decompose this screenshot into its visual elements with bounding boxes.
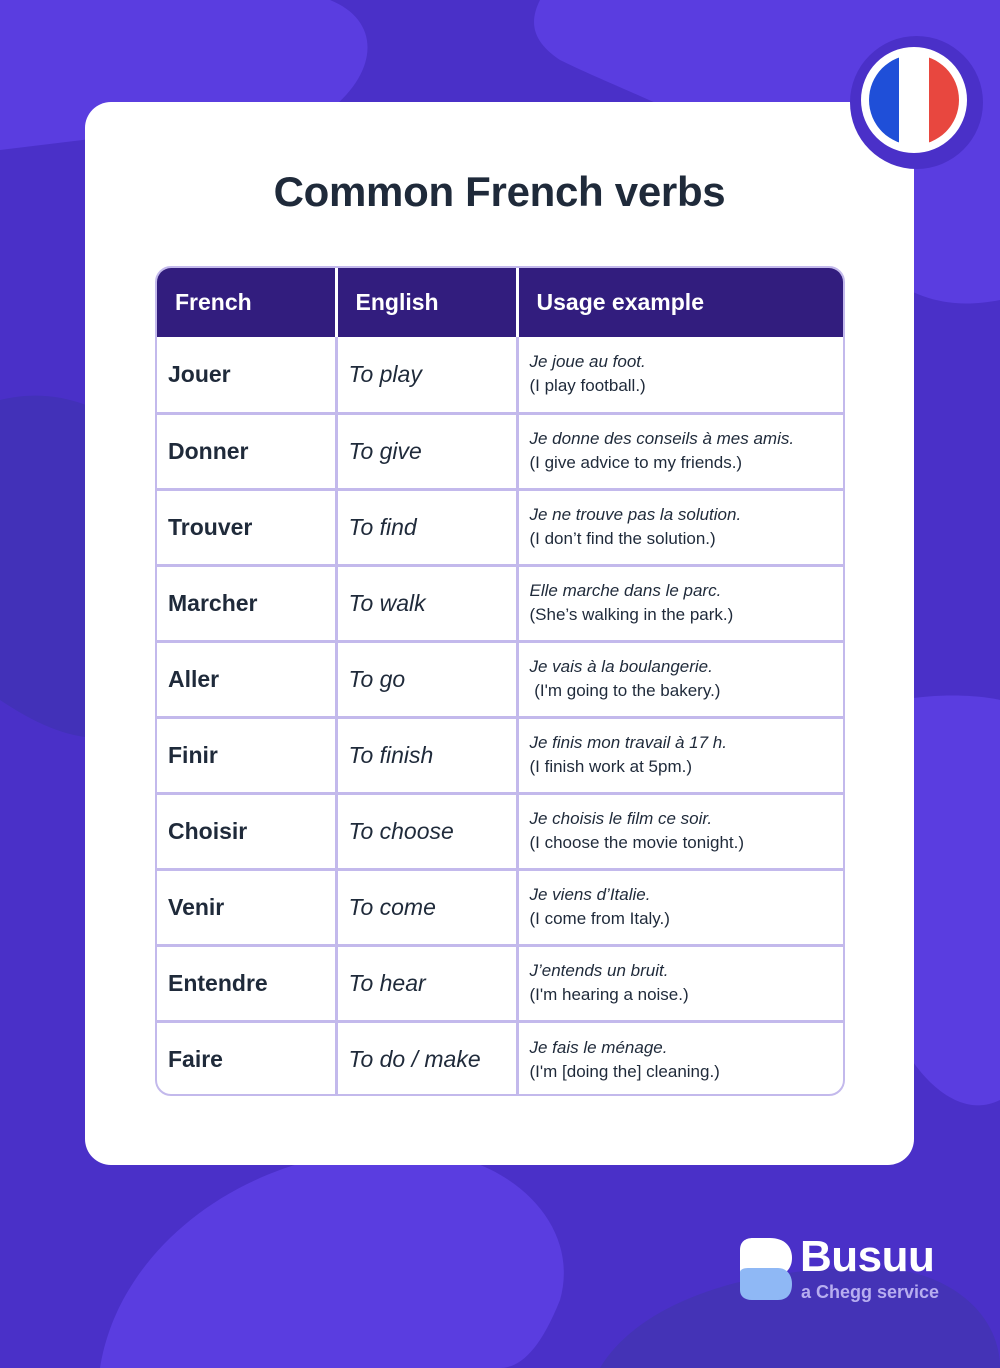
table-row — [157, 337, 843, 413]
brand-name: Busuu — [800, 1232, 935, 1281]
table-row — [157, 413, 843, 489]
example-french: Je viens d’Italie. — [529, 885, 651, 904]
english-translation: To finish — [336, 717, 517, 793]
example-english: (I come from Italy.) — [529, 909, 670, 928]
example-english: (I finish work at 5pm.) — [529, 757, 692, 776]
example-french: Je vais à la boulangerie. — [529, 657, 713, 676]
table-row — [157, 717, 843, 793]
table-row — [157, 945, 843, 1021]
example-french: Elle marche dans le parc. — [529, 581, 722, 600]
france-flag-icon — [861, 47, 967, 153]
english-translation: To give — [336, 413, 517, 489]
english-translation: To find — [336, 489, 517, 565]
example-english: (I'm going to the bakery.) — [529, 681, 721, 700]
header-english: English — [336, 268, 517, 337]
example-english: (I choose the movie tonight.) — [529, 833, 745, 852]
example-french: Je ne trouve pas la solution. — [529, 505, 742, 524]
english-translation: To walk — [336, 565, 517, 641]
header-usage-example: Usage example — [517, 268, 843, 337]
english-translation: To play — [336, 337, 517, 413]
example-french: Je fais le ménage. — [529, 1037, 668, 1057]
french-verb: Entendre — [157, 945, 336, 1021]
table-row — [157, 869, 843, 945]
usage-example — [517, 793, 843, 869]
usage-example — [517, 565, 843, 641]
example-english: (I give advice to my friends.) — [529, 453, 743, 472]
usage-example — [517, 717, 843, 793]
french-verb: Trouver — [157, 489, 336, 565]
example-french: Je joue au foot. — [529, 352, 646, 372]
usage-example — [517, 1021, 843, 1096]
french-verb: Jouer — [168, 360, 231, 387]
usage-example — [517, 413, 843, 489]
english-translation: To hear — [336, 945, 517, 1021]
english-translation: To go — [336, 641, 517, 717]
example-english: (She’s walking in the park.) — [529, 605, 734, 624]
french-verb: Marcher — [157, 565, 336, 641]
brand-subtitle: a Chegg service — [801, 1282, 940, 1302]
example-french: Je choisis le film ce soir. — [529, 809, 713, 828]
table-row — [157, 489, 843, 565]
table-row — [157, 565, 843, 641]
french-verb: Choisir — [157, 793, 336, 869]
french-verb: Finir — [157, 717, 336, 793]
header-french: French — [157, 268, 336, 337]
busuu-logo-icon — [740, 1238, 792, 1300]
example-english: (I'm [doing the] cleaning.) — [529, 1061, 720, 1081]
table-row — [157, 641, 843, 717]
french-verb: Aller — [157, 641, 336, 717]
example-english: (I play football.) — [529, 376, 646, 396]
usage-example — [517, 869, 843, 945]
french-verb: Donner — [157, 413, 336, 489]
table-row — [157, 1021, 843, 1096]
english-translation: To come — [336, 869, 517, 945]
page-title: Common French verbs — [273, 168, 726, 215]
example-english: (I don’t find the solution.) — [529, 529, 716, 548]
usage-example — [517, 641, 843, 717]
english-translation: To do / make — [336, 1021, 517, 1096]
example-english: (I'm hearing a noise.) — [529, 985, 689, 1004]
table-header-row — [157, 268, 843, 337]
usage-example — [517, 337, 843, 413]
french-verb: Venir — [157, 869, 336, 945]
example-french: J’entends un bruit. — [529, 961, 669, 980]
usage-example — [517, 945, 843, 1021]
english-translation: To choose — [336, 793, 517, 869]
verbs-table — [155, 266, 845, 1096]
example-french: Je finis mon travail à 17 h. — [529, 733, 727, 752]
french-verb: Faire — [157, 1021, 336, 1096]
example-french: Je donne des conseils à mes amis. — [529, 429, 795, 448]
table-row — [157, 793, 843, 869]
usage-example — [517, 489, 843, 565]
